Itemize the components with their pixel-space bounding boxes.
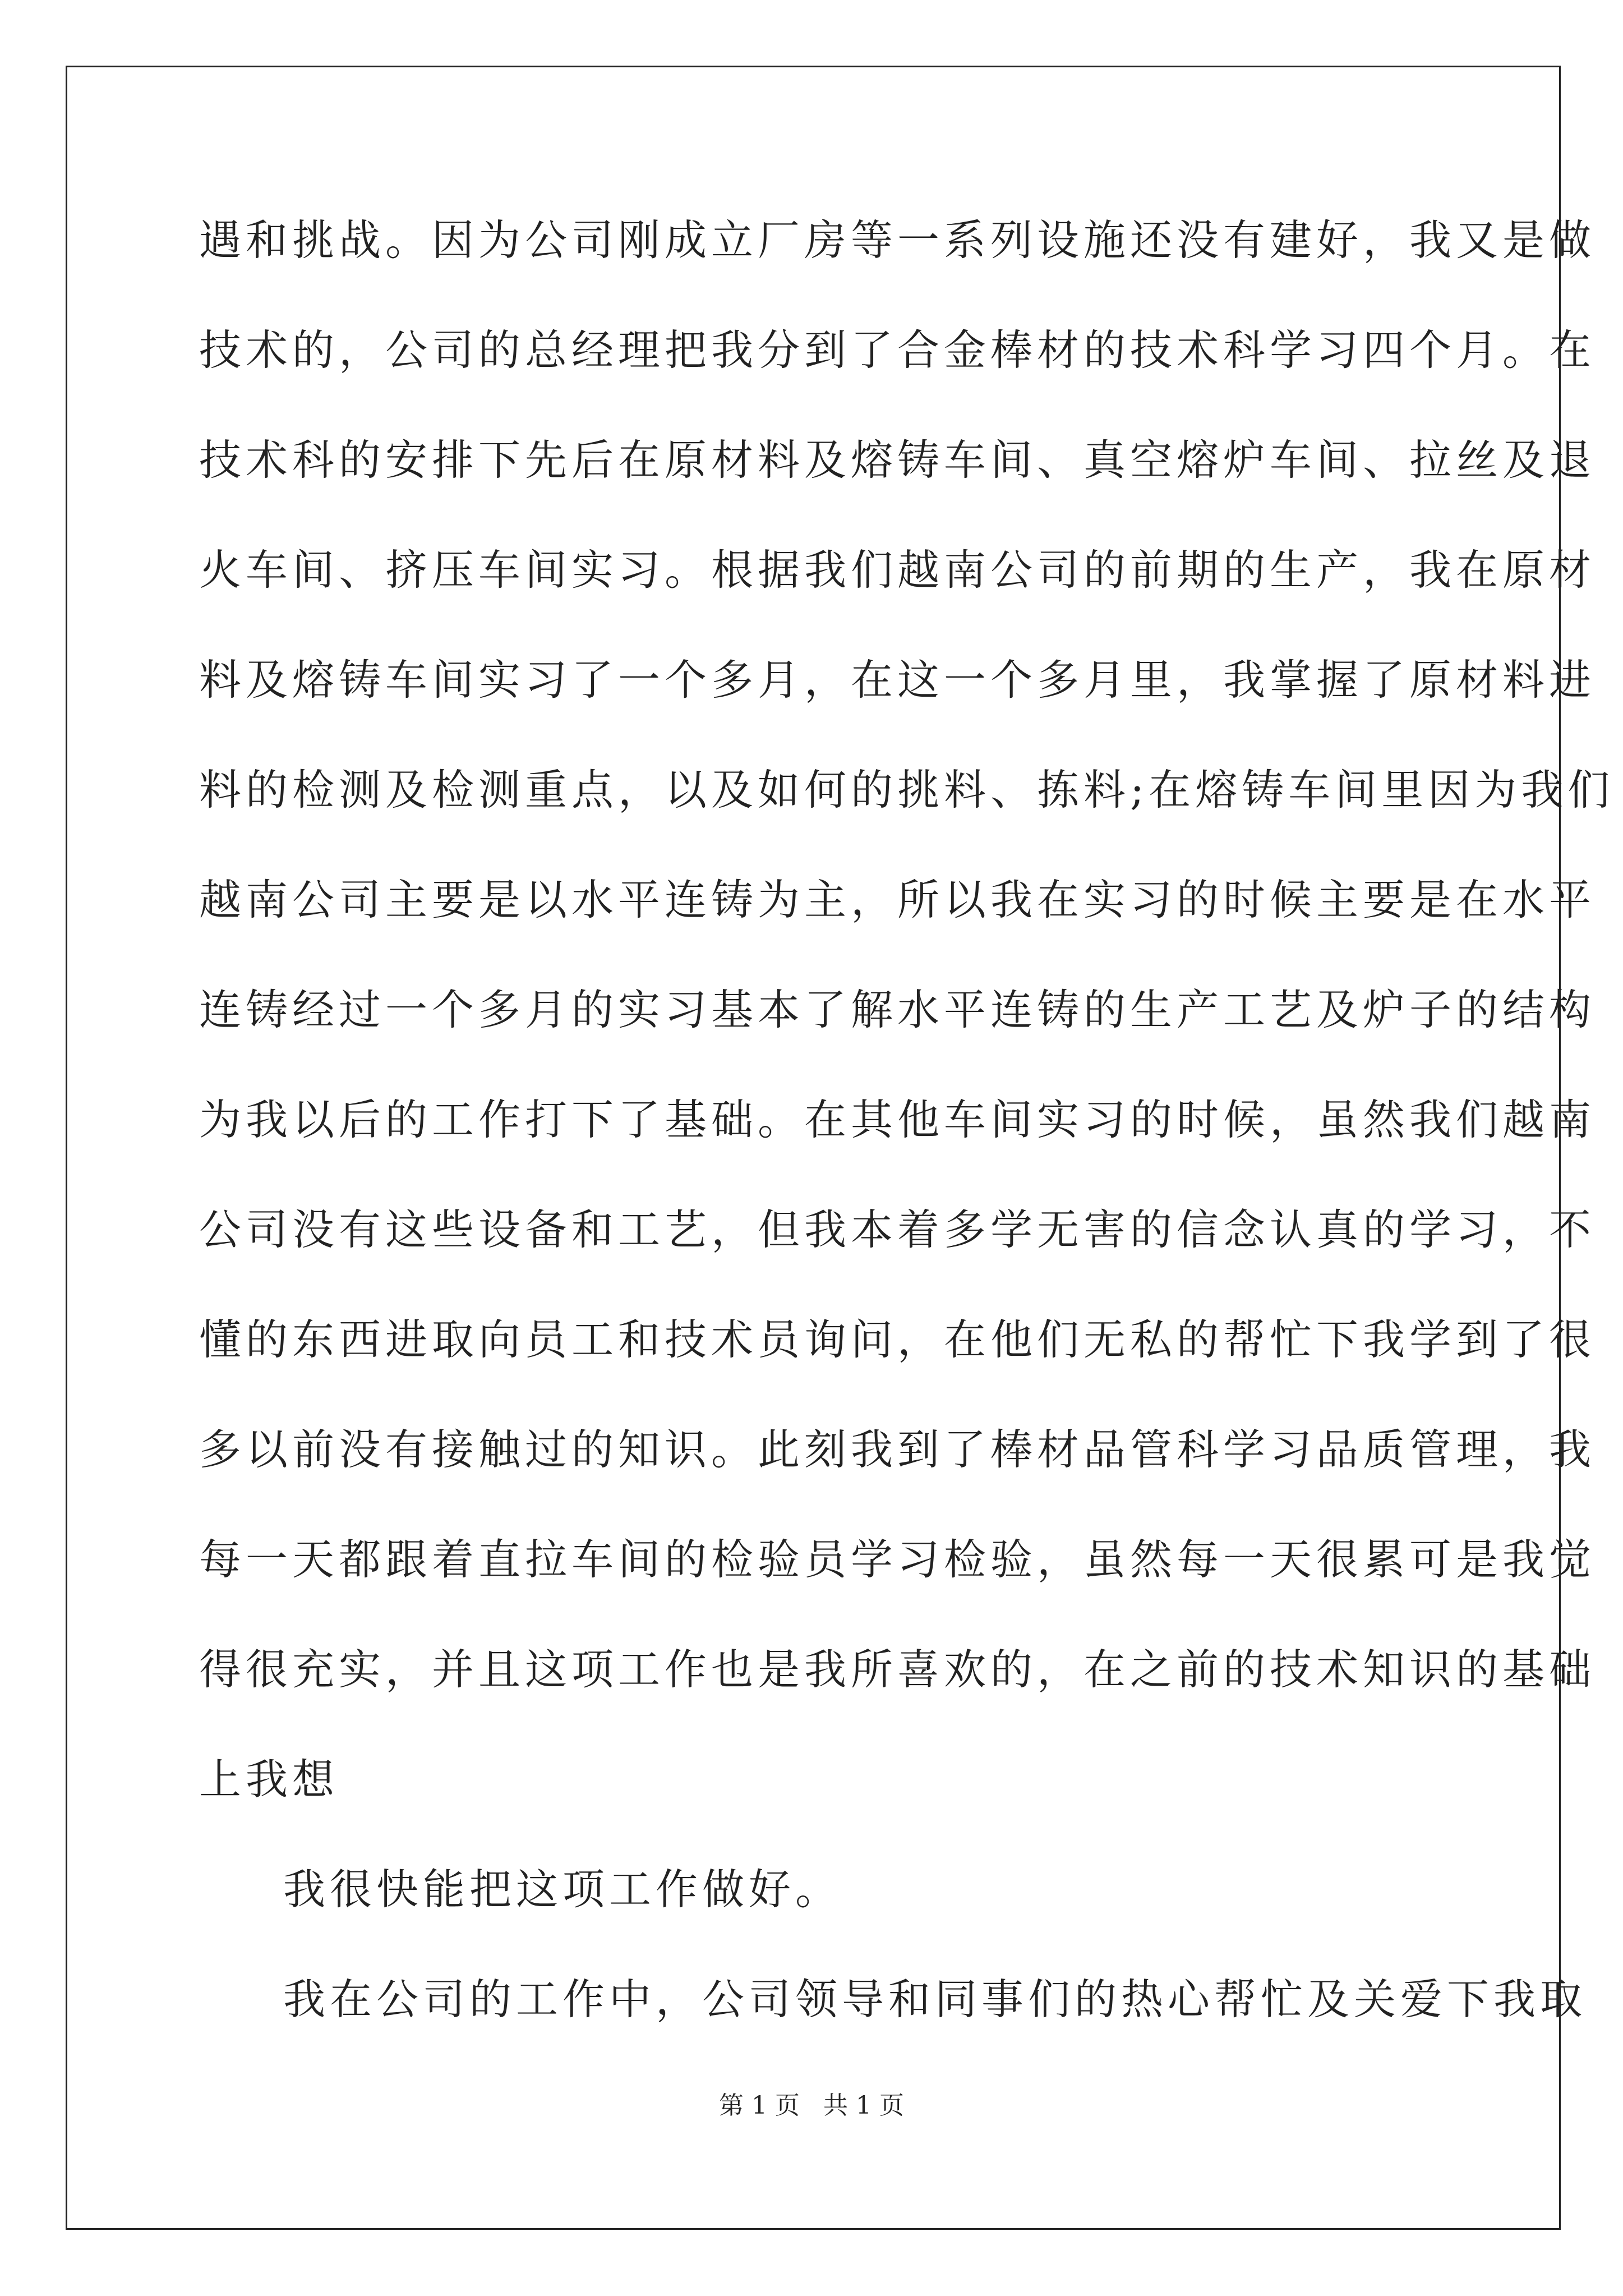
text-line: 料的检测及检测重点，以及如何的挑料、拣料;在熔铸车间里因为我们 <box>199 765 1615 815</box>
text-line: 技术的，公司的总经理把我分到了合金棒材的技术科学习四个月。在 <box>199 325 1596 375</box>
text-line: 懂的东西进取向员工和技术员询问，在他们无私的帮忙下我学到了很 <box>199 1315 1596 1364</box>
paragraph: 我很快能把这项工作做好。 <box>283 1865 842 1914</box>
page-footer <box>0 2085 1623 2121</box>
paragraph: 我在公司的工作中，公司领导和同事们的热心帮忙及关爱下我取 <box>283 1975 1587 2024</box>
text-line: 每一天都跟着直拉车间的检验员学习检验，虽然每一天很累可是我觉 <box>199 1535 1596 1584</box>
text-line: 连铸经过一个多月的实习基本了解水平连铸的生产工艺及炉子的结构 <box>199 985 1596 1034</box>
text-line: 公司没有这些设备和工艺，但我本着多学无害的信念认真的学习，不 <box>199 1205 1596 1254</box>
page-number: 第 1 页 <box>719 2091 800 2120</box>
text-line: 上我想 <box>199 1755 339 1804</box>
text-line: 遇和挑战。因为公司刚成立厂房等一系列设施还没有建好，我又是做 <box>199 215 1596 265</box>
text-line: 为我以后的工作打下了基础。在其他车间实习的时候，虽然我们越南 <box>199 1095 1596 1144</box>
text-line: 火车间、挤压车间实习。根据我们越南公司的前期的生产，我在原材 <box>199 545 1596 595</box>
document-body <box>199 185 1615 2054</box>
text-line: 多以前没有接触过的知识。此刻我到了棒材品管科学习品质管理，我 <box>199 1425 1596 1474</box>
text-line: 越南公司主要是以水平连铸为主，所以我在实习的时候主要是在水平 <box>199 875 1596 924</box>
text-line: 技术科的安排下先后在原材料及熔铸车间、真空熔炉车间、拉丝及退 <box>199 435 1596 485</box>
text-line: 料及熔铸车间实习了一个多月，在这一个多月里，我掌握了原材料进 <box>199 655 1596 705</box>
text-line: 得很充实，并且这项工作也是我所喜欢的，在之前的技术知识的基础 <box>199 1645 1596 1694</box>
page-total: 共 1 页 <box>823 2091 904 2120</box>
